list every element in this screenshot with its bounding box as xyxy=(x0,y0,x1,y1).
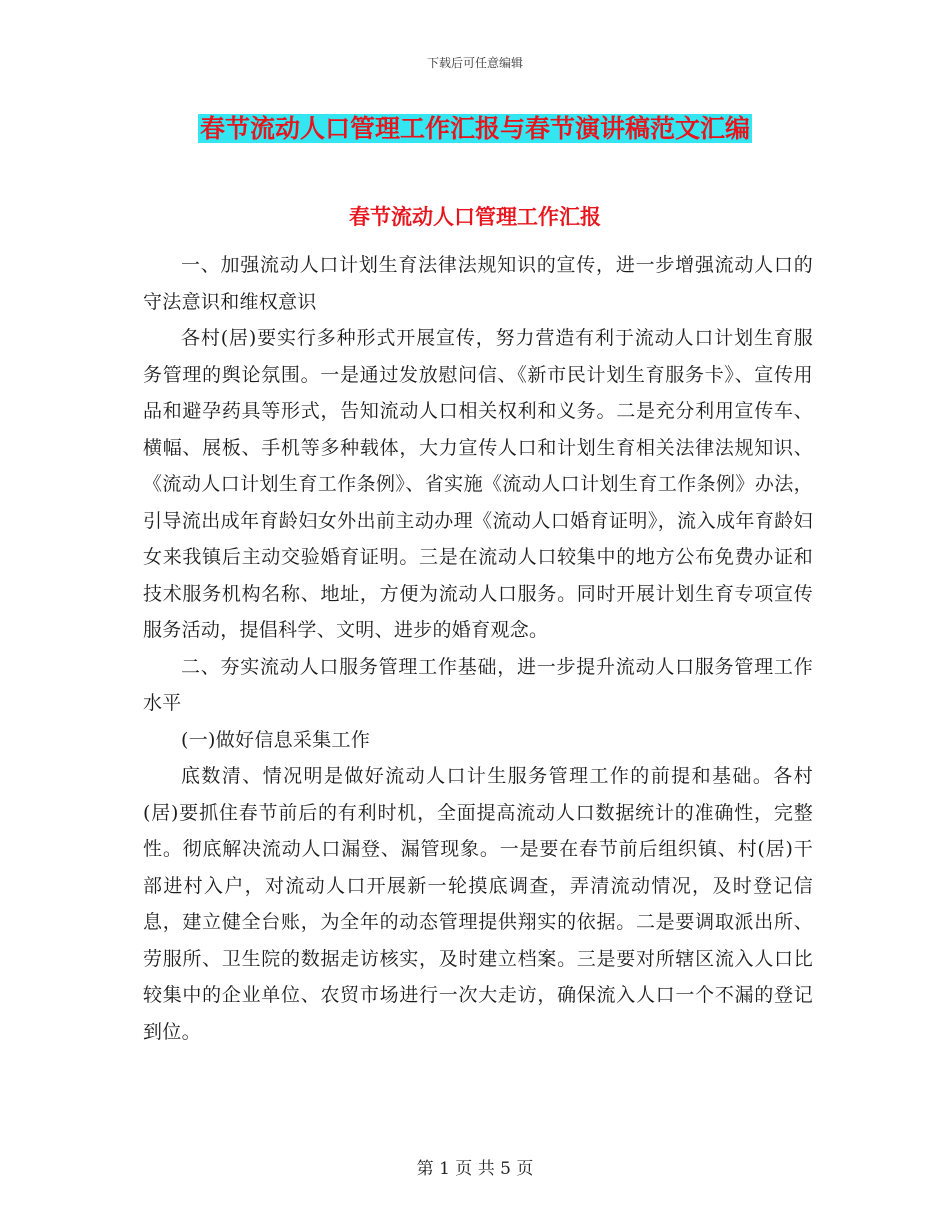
paragraph-section-2-heading: 二、夯实流动人口服务管理工作基础，进一步提升流动人口服务管理工作水平 xyxy=(143,655,813,714)
main-title-highlight: 春节流动人口管理工作汇报与春节演讲稿范文汇编 xyxy=(199,114,750,143)
paragraph-section-1-body: 各村(居)要实行多种形式开展宣传，努力营造有利于流动人口计划生育服务管理的舆论氛围。一是通过发放慰问信、《新市民计划生育服务卡》、宣传用品和避孕药具等形式，告知流动人口相关权利和义务。二是充分利用宣传车、横幅、展板、手机等多种载体，大力宣传人口和计划生育相关法律法规知识、《流动人口计划生育工作条例》、省实施《流动人口计划生育工作条例》办法，引导流出成年育龄妇女外出前主动办理《流动人口婚育证明》，流入成年育龄妇女来我镇后主动交验婚育证明。三是在流动人口较集中的地方公布免费办证和技术服务机构名称、地址，方便为流动人口服务。同时开展计划生育专项宣传服务活动，提倡科学、文明、进步的婚育观念。 xyxy=(143,327,813,641)
document-main-title xyxy=(0,112,950,146)
paragraph-section-1-heading: 一、加强流动人口计划生育法律法规知识的宣传，进一步增强流动人口的守法意识和维权意识 xyxy=(143,254,813,313)
paragraph-subsection-1-heading: (一)做好信息采集工作 xyxy=(181,728,371,751)
document-sub-title: 春节流动人口管理工作汇报 xyxy=(349,204,601,229)
document-body xyxy=(143,247,813,1050)
paragraph-subsection-1-body: 底数清、情况明是做好流动人口计生服务管理工作的前提和基础。各村(居)要抓住春节前后的有利时机，全面提高流动人口数据统计的准确性，完整性。彻底解决流动人口漏登、漏管现象。一是要在春节前后组织镇、村(居)干部进村入户，对流动人口开展新一轮摸底调查，弄清流动情况，及时登记信息，建立健全台账，为全年的动态管理提供翔实的依据。二是要调取派出所、劳服所、卫生院的数据走访核实，及时建立档案。三是要对所辖区流入人口比较集中的企业单位、农贸市场进行一次大走访，确保流入人口一个不漏的登记到位。 xyxy=(143,765,813,1043)
page-header-note: 下载后可任意编辑 xyxy=(426,56,523,70)
page-footer-number: 第 1 页 共 5 页 xyxy=(416,1159,534,1179)
